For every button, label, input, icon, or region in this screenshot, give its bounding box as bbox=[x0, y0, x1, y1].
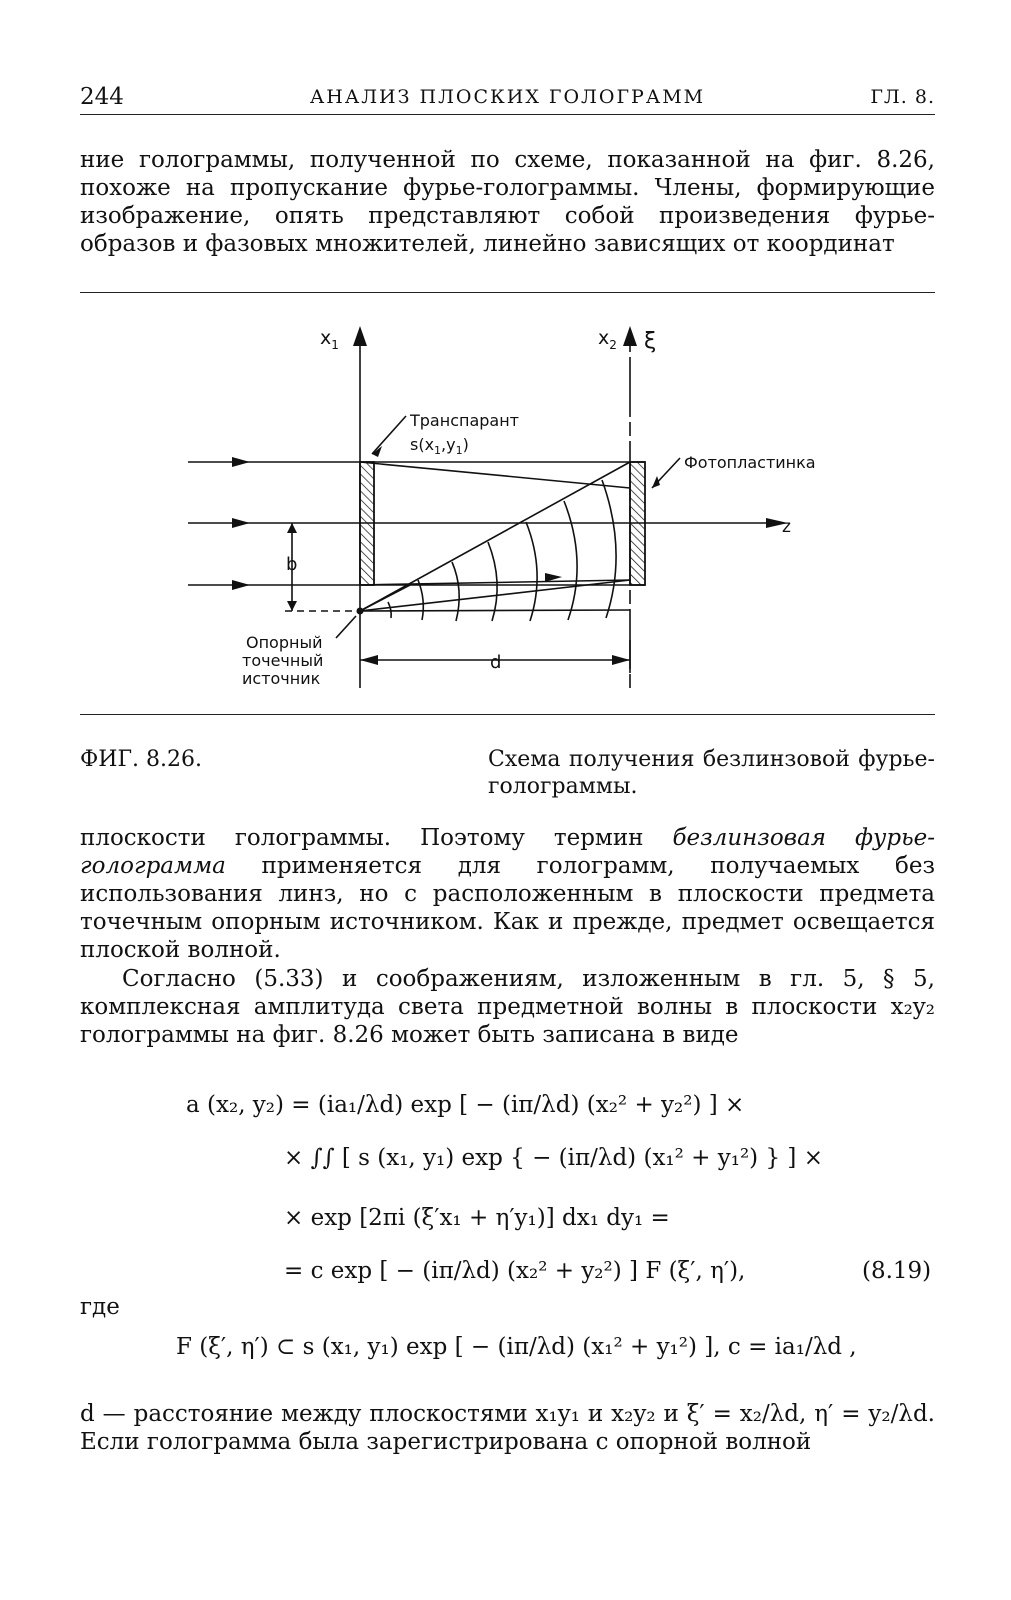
label-x2: $x_2$ bbox=[598, 327, 617, 352]
label-ref-line2: точечный bbox=[242, 651, 324, 670]
figure-caption-label: ФИГ. 8.26. bbox=[80, 747, 202, 772]
label-x1: $x_1$ bbox=[320, 327, 339, 352]
figure-top-rule bbox=[80, 292, 935, 293]
paragraph-top-text: ние голограммы, полученной по схеме, показанной на фиг. 8.26, похоже на пропускание фурье-голограммы. Члены, формирующие изображение, опять представляют собой произведения фурье-образов и фазовых множителей, линейно зависящих от координат bbox=[80, 147, 935, 257]
paragraph-last bbox=[80, 1400, 935, 1456]
equation-line4: = c exp [ − (iπ/λd) (x₂² + y₂²) ] F (ξ′, η′), bbox=[284, 1258, 746, 1284]
paragraph-last-text: d — расстояние между плоскостями x₁y₁ и x₂y₂ и ξ′ = x₂/λd, η′ = y₂/λd. Если голограмма была зарегистрирована с опорной волной bbox=[80, 1401, 935, 1455]
running-title: АНАЛИЗ ПЛОСКИХ ГОЛОГРАММ bbox=[309, 86, 706, 108]
equation-line1: a (x₂, y₂) = (ia₁/λd) exp [ − (iπ/λd) (x₂² + y₂²) ] × bbox=[186, 1092, 745, 1118]
figure-diagram bbox=[170, 318, 850, 703]
label-xi: ξ bbox=[644, 329, 657, 354]
figure-bottom-rule bbox=[80, 714, 935, 715]
equation-line3: × exp [2πi (ξ′x₁ + η′y₁)] dx₁ dy₁ = bbox=[284, 1205, 670, 1231]
figure-caption-text bbox=[488, 746, 935, 800]
where-label: где bbox=[80, 1294, 120, 1320]
label-b: b bbox=[286, 554, 298, 575]
label-d: d bbox=[490, 652, 502, 673]
transparency-plate bbox=[360, 462, 374, 585]
paragraph-top bbox=[80, 146, 935, 258]
paragraph-3 bbox=[80, 965, 935, 1049]
caption-line2: голограммы. bbox=[488, 774, 638, 799]
equation-2: F (ξ′, η′) ⊂ s (x₁, y₁) exp [ − (iπ/λd) (x₁² + y₁²) ], c = ia₁/λd , bbox=[176, 1334, 857, 1360]
label-ref-line1: Опорный bbox=[246, 633, 323, 652]
caption-line1: Схема получения безлинзовой фурье- bbox=[488, 747, 935, 772]
paragraph-2-part1: плоскости голограммы. Поэтому термин bbox=[80, 825, 673, 851]
label-transparency-fn: $s(x_1,y_1)$ bbox=[410, 435, 469, 457]
label-ref-line3: источник bbox=[242, 669, 321, 688]
chapter-label: ГЛ. 8. bbox=[870, 86, 935, 108]
equation-line2: × ∫∫ [ s (x₁, y₁) exp { − (iπ/λd) (x₁² + y₁²) } ] × bbox=[284, 1145, 823, 1171]
equation-number: (8.19) bbox=[862, 1258, 932, 1284]
paragraph-3-text: Согласно (5.33) и соображениям, изложенным в гл. 5, § 5, комплексная амплитуда света предметной волны в плоскости x₂y₂ голограммы на фиг. 8.26 может быть записана в виде bbox=[80, 966, 935, 1048]
page-number: 244 bbox=[80, 84, 124, 110]
paragraph-2-part2: применяется для голограмм, получаемых без использования линз, но с расположенным в плоскости предмета точечным опорным источником. Как и прежде, предмет освещается плоской волной. bbox=[80, 853, 935, 963]
running-header bbox=[80, 84, 935, 115]
term-lensless-fourier-hologram: безлинзовая фурье-голограмма bbox=[80, 825, 935, 879]
label-transparency: Транспарант bbox=[410, 411, 519, 430]
photographic-plate bbox=[630, 462, 645, 585]
label-z: z bbox=[782, 517, 791, 537]
label-photoplate: Фотопластинка bbox=[684, 453, 816, 472]
paragraph-2 bbox=[80, 824, 935, 964]
